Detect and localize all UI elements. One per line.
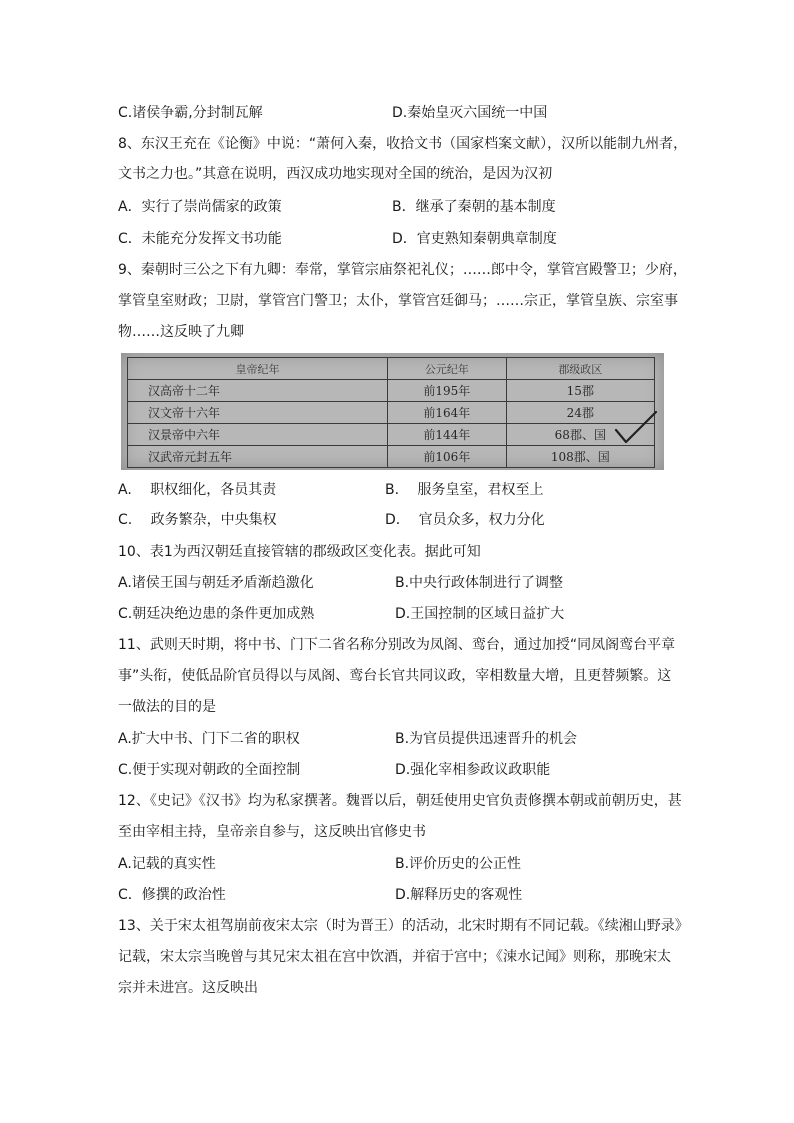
q9-option-c: C. 政务繁杂，中央集权 bbox=[118, 512, 277, 528]
q12-option-d: D.解释历史的客观性 bbox=[395, 887, 523, 903]
q12-option-c: C．修撰的政治性 bbox=[118, 887, 226, 903]
q11-option-c: C.便于实现对朝政的全面控制 bbox=[118, 762, 301, 778]
q13-stem-line-2: 记载，宋太宗当晚曾与其兄宋太祖在宫中饮酒，并宿于宫中；《涑水记闻》则称，那晚宋太 bbox=[118, 949, 671, 965]
q9-stem-line-2: 掌管皇室财政；卫尉，掌管宫门警卫；太仆，掌管宫廷御马；……宗正，掌管皇族、宗室事 bbox=[118, 293, 678, 309]
q11-stem-line-3: 一做法的目的是 bbox=[118, 699, 216, 715]
table-header-cell: 公元纪年 bbox=[388, 358, 507, 380]
q8-option-c: C．未能充分发挥文书功能 bbox=[118, 231, 282, 247]
q13-stem-line-3: 宗并未进宫。这反映出 bbox=[118, 980, 258, 996]
q7-option-c: C.诸侯争霸,分封制瓦解 bbox=[118, 105, 263, 121]
table-cell: 24郡 bbox=[506, 402, 654, 424]
table-cell: 15郡 bbox=[506, 380, 654, 402]
q8-stem-line-2: 文书之力也。”其意在说明，西汉成功地实现对全国的统治，是因为汉初 bbox=[118, 166, 553, 182]
q8-stem-line-1: 8、东汉王充在《论衡》中说：“萧何入秦，收拾文书（国家档案文献），汉所以能制九州者， bbox=[118, 136, 688, 152]
q10-option-b: B.中央行政体制进行了调整 bbox=[395, 575, 564, 591]
table-row bbox=[128, 446, 655, 468]
q7-option-d: D.秦始皇灭六国统一中国 bbox=[392, 105, 548, 121]
q9-option-b: B. 服务皇室，君权至上 bbox=[385, 482, 544, 498]
q10-stem-line-1: 10、表1为西汉朝廷直接管辖的郡级政区变化表。据此可知 bbox=[118, 544, 481, 560]
q8-option-a: A．实行了崇尚儒家的政策 bbox=[118, 199, 282, 215]
table-cell: 前164年 bbox=[388, 402, 507, 424]
q11-option-a: A.扩大中书、门下二省的职权 bbox=[118, 731, 300, 747]
table-row bbox=[128, 424, 655, 446]
table-cell: 前144年 bbox=[388, 424, 507, 446]
q9-stem-line-1: 9、秦朝时三公之下有九卿：奉常，掌管宗庙祭祀礼仪；……郎中令，掌管宫殿警卫；少府， bbox=[118, 262, 687, 278]
q9-stem-line-3: 物……这反映了九卿 bbox=[118, 324, 244, 340]
q9-option-d: D. 官员众多，权力分化 bbox=[385, 512, 545, 528]
table-cell: 前106年 bbox=[388, 446, 507, 468]
table-cell: 68郡、国 bbox=[506, 424, 654, 446]
q11-option-b: B.为官员提供迅速晋升的机会 bbox=[395, 731, 578, 747]
q12-option-a: A.记载的真实性 bbox=[118, 856, 216, 872]
q13-stem-line-1: 13、关于宋太祖驾崩前夜宋太宗（时为晋王）的活动，北宋时期有不同记载。《续湘山野录》 bbox=[118, 918, 689, 934]
table-cell: 汉武帝元封五年 bbox=[128, 446, 388, 468]
handwritten-check-mark-icon bbox=[612, 410, 658, 446]
table-cell: 汉景帝中六年 bbox=[128, 424, 388, 446]
q10-option-d: D.王国控制的区域日益扩大 bbox=[395, 606, 565, 622]
q12-stem-line-2: 至由宰相主持，皇帝亲自参与，这反映出官修史书 bbox=[118, 824, 426, 840]
q11-stem-line-1: 11、武则天时期，将中书、门下二省名称分别改为凤阁、鸾台，通过加授“同凤阁鸾台平章 bbox=[118, 637, 676, 653]
table-header-cell: 郡级政区 bbox=[506, 358, 654, 380]
q8-option-d: D．官吏熟知秦朝典章制度 bbox=[392, 231, 557, 247]
table-cell: 108郡、国 bbox=[506, 446, 654, 468]
table-row bbox=[128, 380, 655, 402]
q9-option-a: A. 职权细化，各员其责 bbox=[118, 482, 277, 498]
table-row bbox=[128, 402, 655, 424]
table-cell: 汉文帝十六年 bbox=[128, 402, 388, 424]
q10-option-c: C.朝廷决绝边患的条件更加成熟 bbox=[118, 606, 315, 622]
table-cell: 前195年 bbox=[388, 380, 507, 402]
table-cell: 汉高帝十二年 bbox=[128, 380, 388, 402]
q10-option-a: A.诸侯王国与朝廷矛盾渐趋激化 bbox=[118, 575, 314, 591]
prefecture-table bbox=[127, 357, 655, 468]
table-header-cell: 皇帝纪年 bbox=[128, 358, 388, 380]
q11-option-d: D.强化宰相参政议政职能 bbox=[395, 762, 551, 778]
q12-stem-line-1: 12、《史记》《汉书》均为私家撰著。魏晋以后，朝廷使用史官负责修撰本朝或前朝历史，甚 bbox=[118, 793, 682, 809]
q8-option-b: B．继承了秦朝的基本制度 bbox=[392, 199, 556, 215]
q12-option-b: B.评价历史的公正性 bbox=[395, 856, 522, 872]
scanned-table-image bbox=[121, 353, 664, 470]
q11-stem-line-2: 事”头衔，使低品阶官员得以与凤阁、鸾台长官共同议政，宰相数量大增，且更替频繁。这 bbox=[118, 668, 672, 684]
table-header-row bbox=[128, 358, 655, 380]
